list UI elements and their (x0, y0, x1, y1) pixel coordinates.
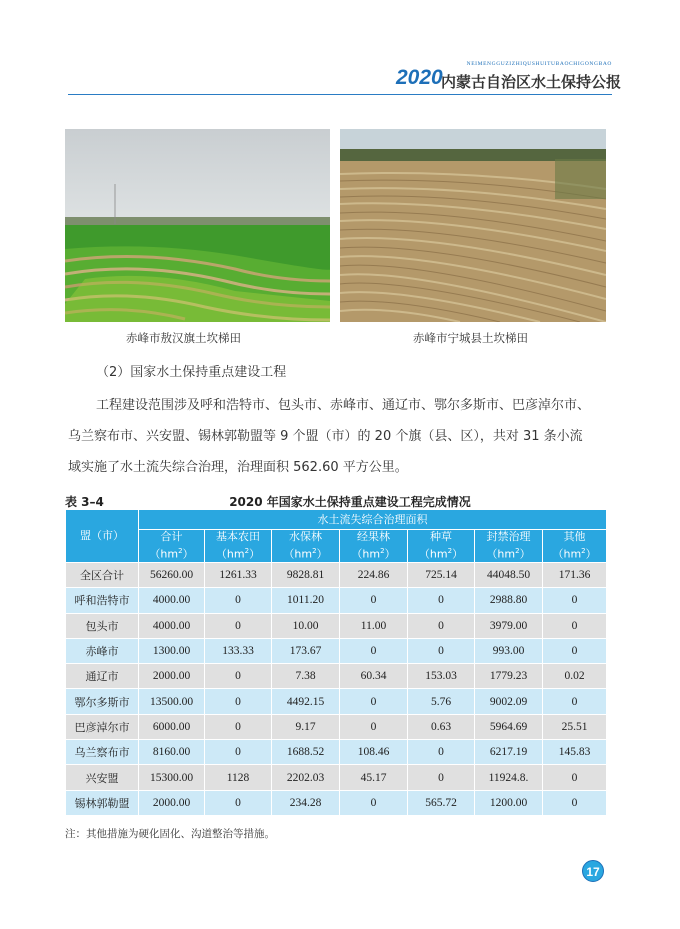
value-cell: 10.00 (272, 613, 340, 638)
value-cell: 171.36 (543, 563, 607, 588)
value-cell: 0 (543, 588, 607, 613)
value-cell: 145.83 (543, 740, 607, 765)
value-cell: 108.46 (340, 740, 408, 765)
unit-exponent: 2 (447, 547, 453, 556)
value-cell: 0 (205, 790, 272, 815)
value-cell: 565.72 (408, 790, 475, 815)
value-cell: 4492.15 (272, 689, 340, 714)
value-cell: 25.51 (543, 714, 607, 739)
unit-suffix: ） (384, 547, 396, 561)
value-cell: 0 (408, 740, 475, 765)
value-cell: 6000.00 (139, 714, 205, 739)
table-row (66, 563, 607, 588)
value-cell: 153.03 (408, 664, 475, 689)
table-title: 2020 年国家水土保持重点建设工程完成情况 (229, 495, 471, 509)
value-cell: 224.86 (340, 563, 408, 588)
unit-exponent: 2 (244, 547, 250, 556)
column-header (272, 530, 340, 563)
value-cell: 0 (408, 613, 475, 638)
value-cell: 0 (205, 740, 272, 765)
paragraph-line-1: 工程建设范围涉及呼和浩特市、包头市、赤峰市、通辽市、鄂尔多斯市、巴彦淖尔市、 (96, 398, 591, 413)
unit-prefix: （hm (552, 547, 582, 561)
region-cell: 赤峰市 (66, 638, 139, 663)
column-label: 水保林 (289, 530, 322, 544)
table-row (66, 765, 607, 790)
value-cell: 7.38 (272, 664, 340, 689)
unit-exponent: 2 (312, 547, 317, 556)
page-number: 17 (582, 860, 604, 882)
value-cell: 993.00 (475, 638, 543, 663)
value-cell: 0 (340, 790, 408, 815)
header-title: 内蒙古自治区水土保持公报 (441, 73, 622, 91)
paragraph-line-2: 乌兰察布市、兴安盟、锡林郭勒盟等 9 个盟（市）的 20 个旗（县、区），共对 31 条小流 (68, 429, 583, 444)
value-cell: 0 (205, 588, 272, 613)
value-cell: 1688.52 (272, 740, 340, 765)
value-cell: 0 (543, 689, 607, 714)
value-cell: 0 (408, 588, 475, 613)
region-cell: 呼和浩特市 (66, 588, 139, 613)
value-cell: 3979.00 (475, 613, 543, 638)
value-cell: 9828.81 (272, 563, 340, 588)
value-cell: 11.00 (340, 613, 408, 638)
photo-caption-aohan: 赤峰市敖汉旗土坎梯田 (126, 331, 241, 345)
unit-suffix: ） (452, 547, 464, 561)
value-cell: 0 (543, 638, 607, 663)
header-year: 2020 (396, 66, 443, 89)
value-cell: 0 (205, 664, 272, 689)
value-cell: 0.02 (543, 664, 607, 689)
value-cell: 2000.00 (139, 664, 205, 689)
unit-prefix: （hm (149, 547, 179, 561)
table-row (66, 613, 607, 638)
column-label: 合计 (160, 530, 183, 544)
column-label: 其他 (563, 530, 586, 544)
photo-terraces-aohan (65, 129, 330, 322)
value-cell: 60.34 (340, 664, 408, 689)
value-cell: 0 (340, 689, 408, 714)
value-cell: 0 (340, 588, 408, 613)
value-cell: 4000.00 (139, 613, 205, 638)
value-cell: 9.17 (272, 714, 340, 739)
value-cell: 6217.19 (475, 740, 543, 765)
value-cell: 1011.20 (272, 588, 340, 613)
region-cell: 锡林郭勒盟 (66, 790, 139, 815)
unit-prefix: （hm (283, 547, 313, 561)
unit-suffix: ） (316, 547, 328, 561)
paragraph-line-3: 域实施了水土流失综合治理，治理面积 562.60 平方公里。 (68, 460, 408, 475)
value-cell: 0 (205, 714, 272, 739)
table-row (66, 588, 607, 613)
table-row (66, 790, 607, 815)
unit-suffix: ） (182, 547, 194, 561)
value-cell: 1128 (205, 765, 272, 790)
value-cell: 173.67 (272, 638, 340, 663)
value-cell: 0.63 (408, 714, 475, 739)
unit-suffix: ） (585, 547, 597, 561)
completion-table (65, 509, 607, 816)
column-unit (340, 544, 407, 562)
column-unit (408, 544, 474, 562)
region-cell: 兴安盟 (66, 765, 139, 790)
value-cell: 9002.09 (475, 689, 543, 714)
table-row (66, 689, 607, 714)
column-header (139, 530, 205, 563)
column-header (205, 530, 272, 563)
value-cell: 1779.23 (475, 664, 543, 689)
value-cell: 1300.00 (139, 638, 205, 663)
region-cell: 乌兰察布市 (66, 740, 139, 765)
value-cell: 0 (408, 638, 475, 663)
column-unit (543, 544, 606, 562)
table-note: 注：其他措施为硬化固化、沟道整治等措施。 (65, 828, 275, 840)
photo-caption-ningcheng: 赤峰市宁城县土坎梯田 (413, 331, 528, 345)
column-unit (272, 544, 339, 562)
value-cell: 1200.00 (475, 790, 543, 815)
column-label: 种草 (430, 530, 452, 544)
value-cell: 5.76 (408, 689, 475, 714)
value-cell: 2988.80 (475, 588, 543, 613)
unit-prefix: （hm (215, 547, 245, 561)
photo-terraces-ningcheng (340, 129, 606, 322)
region-cell: 通辽市 (66, 664, 139, 689)
column-label: 封禁治理 (486, 530, 531, 544)
value-cell: 234.28 (272, 790, 340, 815)
table-label: 表 3–4 (65, 495, 104, 509)
column-header (543, 530, 607, 563)
unit-exponent: 2 (178, 547, 183, 556)
value-cell: 44048.50 (475, 563, 543, 588)
column-unit (475, 544, 542, 562)
value-cell: 0 (340, 714, 408, 739)
value-cell: 2202.03 (272, 765, 340, 790)
value-cell: 133.33 (205, 638, 272, 663)
value-cell: 0 (205, 689, 272, 714)
column-label: 经果林 (357, 530, 390, 544)
value-cell: 0 (543, 613, 607, 638)
unit-suffix: ） (519, 547, 531, 561)
value-cell: 0 (543, 790, 607, 815)
table-row (66, 714, 607, 739)
header-subtitle: NEIMENGGUZIZHIQUSHUITUBAOCHIGONGBAO (466, 61, 612, 67)
value-cell: 11924.8. (475, 765, 543, 790)
value-cell: 0 (205, 613, 272, 638)
value-cell: 45.17 (340, 765, 408, 790)
unit-prefix: （hm (351, 547, 381, 561)
table-row (66, 740, 607, 765)
table-row (66, 664, 607, 689)
column-unit (205, 544, 271, 562)
value-cell: 0 (543, 765, 607, 790)
header-group: 水土流失综合治理面积 (139, 510, 607, 530)
table-row (66, 638, 607, 663)
region-cell: 鄂尔多斯市 (66, 689, 139, 714)
value-cell: 5964.69 (475, 714, 543, 739)
unit-suffix: ） (249, 547, 261, 561)
header-region: 盟（市） (66, 510, 139, 563)
region-cell: 全区合计 (66, 563, 139, 588)
unit-exponent: 2 (515, 547, 520, 556)
value-cell: 56260.00 (139, 563, 205, 588)
section-heading: （2）国家水土保持重点建设工程 (96, 365, 287, 380)
unit-prefix: （hm (486, 547, 516, 561)
value-cell: 13500.00 (139, 689, 205, 714)
column-header (408, 530, 475, 563)
value-cell: 0 (408, 765, 475, 790)
column-unit (139, 544, 204, 562)
value-cell: 2000.00 (139, 790, 205, 815)
header-rule (68, 94, 612, 95)
column-header (340, 530, 408, 563)
value-cell: 0 (340, 638, 408, 663)
column-label: 基本农田 (216, 530, 260, 544)
value-cell: 15300.00 (139, 765, 205, 790)
unit-prefix: （hm (418, 547, 448, 561)
column-header (475, 530, 543, 563)
value-cell: 1261.33 (205, 563, 272, 588)
value-cell: 8160.00 (139, 740, 205, 765)
unit-exponent: 2 (380, 547, 385, 556)
value-cell: 4000.00 (139, 588, 205, 613)
region-cell: 巴彦淖尔市 (66, 714, 139, 739)
region-cell: 包头市 (66, 613, 139, 638)
unit-exponent: 2 (581, 547, 586, 556)
value-cell: 725.14 (408, 563, 475, 588)
